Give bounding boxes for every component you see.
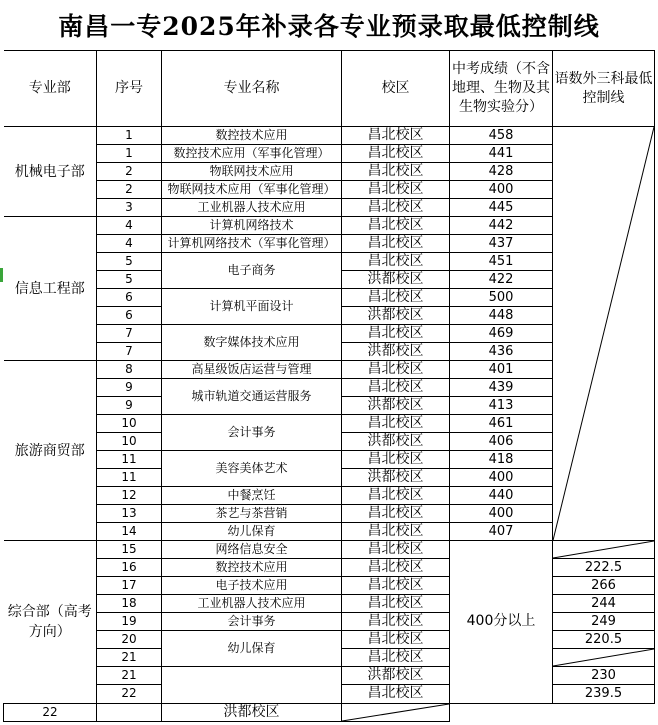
score-cell: 458 (450, 127, 553, 145)
table-row (4, 595, 655, 613)
header-three-subjects: 语数外三科最低控制线 (553, 51, 655, 127)
admission-table (3, 50, 655, 722)
three-subjects-cell: 244 (553, 595, 655, 613)
score-cell: 469 (450, 325, 553, 343)
major-cell: 工业机器人技术应用 (162, 595, 342, 613)
campus-cell: 洪都校区 (342, 307, 450, 325)
campus-cell: 昌北校区 (342, 235, 450, 253)
table-row (4, 559, 655, 577)
seq-cell: 22 (97, 685, 162, 703)
seq-cell: 13 (97, 505, 162, 523)
score-cell: 500 (450, 289, 553, 307)
campus-cell: 洪都校区 (342, 667, 450, 685)
seq-cell: 11 (97, 469, 162, 487)
campus-cell: 昌北校区 (342, 451, 450, 469)
major-cell: 会计事务 (162, 613, 342, 631)
table-row (4, 127, 655, 145)
campus-cell: 昌北校区 (342, 523, 450, 541)
major-cell: 物联网技术应用（军事化管理） (162, 181, 342, 199)
three-subjects-na (553, 127, 655, 541)
campus-cell: 昌北校区 (342, 613, 450, 631)
three-subjects-cell (553, 649, 655, 667)
campus-cell: 昌北校区 (342, 289, 450, 307)
major-cell: 工业机器人技术应用 (162, 199, 342, 217)
major-cell: 数控技术应用 (162, 127, 342, 145)
seq-cell: 4 (97, 217, 162, 235)
campus-cell: 洪都校区 (342, 271, 450, 289)
seq-cell: 10 (97, 433, 162, 451)
seq-cell: 12 (97, 487, 162, 505)
campus-cell: 昌北校区 (342, 199, 450, 217)
seq-cell: 6 (97, 289, 162, 307)
campus-cell: 昌北校区 (342, 181, 450, 199)
campus-cell: 昌北校区 (342, 577, 450, 595)
major-cell (162, 667, 342, 703)
score-cell: 407 (450, 523, 553, 541)
department-cell: 综合部（高考方向） (4, 541, 97, 703)
score-cell: 401 (450, 361, 553, 379)
score-cell: 445 (450, 199, 553, 217)
seq-cell: 21 (97, 649, 162, 667)
campus-cell: 昌北校区 (342, 487, 450, 505)
table-row (4, 541, 655, 559)
major-cell: 计算机网络技术（军事化管理） (162, 235, 342, 253)
department-cell: 机械电子部 (4, 127, 97, 217)
campus-cell: 洪都校区 (342, 433, 450, 451)
major-cell: 幼儿保育 (162, 523, 342, 541)
seq-cell: 14 (97, 523, 162, 541)
header-campus: 校区 (342, 51, 450, 127)
major-cell: 物联网技术应用 (162, 163, 342, 181)
diagonal-slash (553, 541, 654, 558)
table-row (4, 703, 655, 721)
seq-cell: 17 (97, 577, 162, 595)
seq-cell: 19 (97, 613, 162, 631)
general-score-cell: 400分以上 (450, 541, 553, 703)
campus-cell: 洪都校区 (342, 469, 450, 487)
seq-cell: 16 (97, 559, 162, 577)
seq-cell: 4 (97, 235, 162, 253)
seq-cell: 3 (97, 199, 162, 217)
campus-cell: 洪都校区 (162, 703, 342, 721)
campus-cell: 昌北校区 (342, 379, 450, 397)
campus-cell: 昌北校区 (342, 217, 450, 235)
campus-cell: 昌北校区 (342, 325, 450, 343)
campus-cell: 洪都校区 (342, 343, 450, 361)
seq-cell: 2 (97, 163, 162, 181)
major-cell: 数字媒体技术应用 (162, 325, 342, 361)
table-row (4, 667, 655, 685)
score-cell: 461 (450, 415, 553, 433)
header-row (4, 51, 655, 127)
diagonal-slash (342, 704, 449, 721)
score-cell: 428 (450, 163, 553, 181)
score-cell: 413 (450, 397, 553, 415)
major-cell: 茶艺与茶营销 (162, 505, 342, 523)
diagonal-slash (553, 127, 654, 540)
seq-cell: 22 (4, 703, 97, 721)
campus-cell: 昌北校区 (342, 631, 450, 649)
score-cell: 441 (450, 145, 553, 163)
seq-cell: 10 (97, 415, 162, 433)
three-subjects-cell: 220.5 (553, 631, 655, 649)
campus-cell: 昌北校区 (342, 415, 450, 433)
campus-cell: 昌北校区 (342, 559, 450, 577)
three-subjects-cell (342, 703, 450, 721)
major-cell (97, 703, 162, 721)
score-cell: 440 (450, 487, 553, 505)
seq-cell: 9 (97, 397, 162, 415)
major-cell: 计算机平面设计 (162, 289, 342, 325)
diagonal-slash (553, 649, 654, 666)
department-cell: 旅游商贸部 (4, 361, 97, 541)
three-subjects-cell (553, 541, 655, 559)
seq-cell: 5 (97, 271, 162, 289)
campus-cell: 昌北校区 (342, 253, 450, 271)
score-cell: 422 (450, 271, 553, 289)
header-dept: 专业部 (4, 51, 97, 127)
three-subjects-cell: 239.5 (553, 685, 655, 703)
major-cell: 城市轨道交通运营服务 (162, 379, 342, 415)
three-subjects-cell: 222.5 (553, 559, 655, 577)
campus-cell: 昌北校区 (342, 163, 450, 181)
three-subjects-cell: 230 (553, 667, 655, 685)
header-major: 专业名称 (162, 51, 342, 127)
major-cell: 计算机网络技术 (162, 217, 342, 235)
page-title: 南昌一专2025年补录各专业预录取最低控制线 (58, 12, 600, 41)
major-cell: 中餐烹饪 (162, 487, 342, 505)
seq-cell: 1 (97, 145, 162, 163)
major-cell: 会计事务 (162, 415, 342, 451)
campus-cell: 昌北校区 (342, 541, 450, 559)
major-cell: 数控技术应用 (162, 559, 342, 577)
major-cell: 美容美体艺术 (162, 451, 342, 487)
seq-cell: 11 (97, 451, 162, 469)
seq-cell: 7 (97, 343, 162, 361)
major-cell: 网络信息安全 (162, 541, 342, 559)
major-cell: 高星级饭店运营与管理 (162, 361, 342, 379)
campus-cell: 昌北校区 (342, 127, 450, 145)
three-subjects-cell: 266 (553, 577, 655, 595)
campus-cell: 昌北校区 (342, 649, 450, 667)
score-cell: 418 (450, 451, 553, 469)
seq-cell: 20 (97, 631, 162, 649)
score-cell: 400 (450, 469, 553, 487)
header-seq: 序号 (97, 51, 162, 127)
score-cell: 400 (450, 181, 553, 199)
score-cell: 437 (450, 235, 553, 253)
score-cell: 442 (450, 217, 553, 235)
department-cell: 信息工程部 (4, 217, 97, 361)
major-cell: 数控技术应用（军事化管理） (162, 145, 342, 163)
seq-cell: 1 (97, 127, 162, 145)
seq-cell: 8 (97, 361, 162, 379)
campus-cell: 昌北校区 (342, 505, 450, 523)
seq-cell: 15 (97, 541, 162, 559)
seq-cell: 21 (97, 667, 162, 685)
campus-cell: 昌北校区 (342, 145, 450, 163)
score-cell: 439 (450, 379, 553, 397)
seq-cell: 9 (97, 379, 162, 397)
table-row (4, 613, 655, 631)
score-cell: 448 (450, 307, 553, 325)
score-cell: 436 (450, 343, 553, 361)
campus-cell: 昌北校区 (342, 685, 450, 703)
table-row (4, 577, 655, 595)
table-row (4, 631, 655, 649)
seq-cell: 18 (97, 595, 162, 613)
campus-cell: 昌北校区 (342, 595, 450, 613)
major-cell: 电子商务 (162, 253, 342, 289)
three-subjects-cell: 249 (553, 613, 655, 631)
score-cell: 451 (450, 253, 553, 271)
seq-cell: 2 (97, 181, 162, 199)
seq-cell: 5 (97, 253, 162, 271)
score-cell: 406 (450, 433, 553, 451)
score-cell: 400 (450, 505, 553, 523)
seq-cell: 7 (97, 325, 162, 343)
major-cell: 幼儿保育 (162, 631, 342, 667)
major-cell: 电子技术应用 (162, 577, 342, 595)
header-score: 中考成绩（不含地理、生物及其生物实验分） (450, 51, 553, 127)
campus-cell: 洪都校区 (342, 397, 450, 415)
seq-cell: 6 (97, 307, 162, 325)
campus-cell: 昌北校区 (342, 361, 450, 379)
